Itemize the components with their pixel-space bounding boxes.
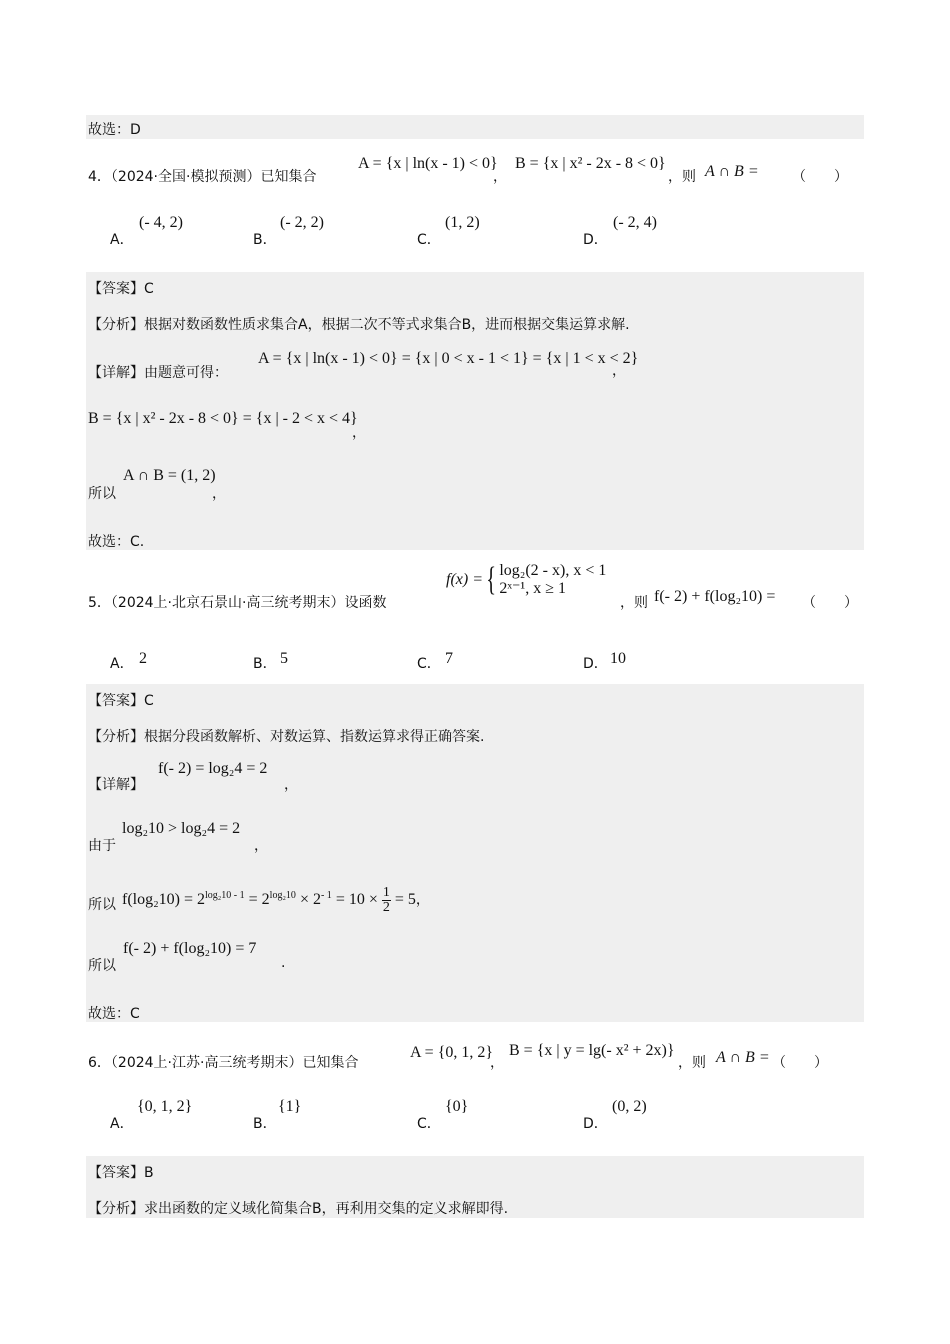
q6-target: A ∩ B =	[716, 1049, 770, 1066]
q5-answer: 【答案】C	[88, 693, 154, 709]
q5-option-d-value: 10	[610, 650, 626, 667]
q6-option-b-value: {1}	[278, 1098, 302, 1115]
q5-detail-2: log₂10 > log₂4 = 2	[122, 820, 241, 837]
q4-analysis: 【分析】根据对数函数性质求集合A，根据二次不等式求集合B，进而根据交集运算求解.	[88, 317, 630, 333]
q4-option-a-value: (- 4, 2)	[139, 214, 183, 231]
q5-detail-4: f(- 2) + f(log₂10) = 7	[123, 940, 257, 957]
q6-option-a[interactable]: A．	[110, 1116, 134, 1132]
q6-analysis: 【分析】求出函数的定义域化简集合B，再利用交集的定义求解即得.	[88, 1201, 509, 1217]
q6-option-a-value: {0, 1, 2}	[137, 1098, 193, 1115]
q5-detail-1: f(- 2) = log₂4 = 2	[158, 760, 268, 777]
q5-option-a[interactable]: A．	[110, 656, 134, 672]
q4-detail-3: A ∩ B = (1, 2)	[123, 467, 216, 484]
q4-detail-1: A = {x | ln(x - 1) < 0} = {x | 0 < x - 1 < 1} = {x | 1 < x < 2}	[258, 350, 639, 367]
q6-then: ，则	[678, 1055, 706, 1071]
q4-detail-2-comma: ，	[352, 425, 366, 441]
q4-comma-1: ，	[493, 169, 507, 185]
q5-detail-2-comma: ，	[254, 838, 268, 854]
q6-stem: 6．（2024上·江苏·高三统考期末）已知集合	[88, 1055, 359, 1071]
q4-conclusion: 故选：C.	[88, 534, 145, 550]
q6-option-c-value: {0}	[445, 1098, 469, 1115]
q6-set-b: B = {x | y = lg(- x² + 2x)}	[509, 1042, 675, 1059]
q6-comma-1: ，	[490, 1055, 504, 1071]
q4-option-a[interactable]: A．	[110, 232, 134, 248]
q4-target: A ∩ B =	[705, 163, 759, 180]
q4-answer: 【答案】C	[88, 281, 154, 297]
q4-set-a: A = {x | ln(x - 1) < 0}	[358, 155, 498, 172]
q5-paren: （ ）	[802, 595, 858, 611]
q4-option-b-value: (- 2, 2)	[280, 214, 324, 231]
q6-answer: 【答案】B	[88, 1165, 154, 1181]
q5-because: 由于	[88, 838, 116, 854]
q5-detail-label: 【详解】	[88, 777, 144, 793]
q5-option-b[interactable]: B．	[253, 656, 277, 672]
q5-detail-1-comma: ，	[284, 777, 298, 793]
q5-then: ，则	[620, 595, 648, 611]
q4-detail-label: 【详解】由题意可得：	[88, 365, 228, 381]
q6-option-c[interactable]: C．	[417, 1116, 441, 1132]
q4-paren: （ ）	[792, 169, 848, 185]
q5-piece-1: log₂(2 - x), x < 1	[499, 562, 607, 579]
q5-so-1: 所以	[88, 897, 116, 913]
q4-so: 所以	[88, 486, 116, 502]
q6-option-b[interactable]: B．	[253, 1116, 277, 1132]
q5-stem: 5．（2024上·北京石景山·高三统考期末）设函数	[88, 595, 387, 611]
q4-option-b[interactable]: B．	[253, 232, 277, 248]
q4-option-c-value: (1, 2)	[445, 214, 480, 231]
q5-analysis: 【分析】根据分段函数解析、对数运算、指数运算求得正确答案.	[88, 729, 485, 745]
q5-piece-2: 2ˣ⁻¹, x ≥ 1	[499, 580, 566, 597]
q6-paren: （ ）	[772, 1055, 828, 1071]
q4-option-d-value: (- 2, 4)	[613, 214, 657, 231]
q4-detail-3-comma: ，	[212, 486, 226, 502]
q6-option-d[interactable]: D．	[583, 1116, 608, 1132]
q5-detail-3: $f(\log_210) = 2^{log_210 - 1} = 2^{log_210} \times 2^{- 1} = 10$ × $\frac{1}{2}$ = 5，	[122, 885, 430, 915]
q5-function-def: f(x) ={ log₂(2 - x), x < 1 2ˣ⁻¹, x ≥ 1	[446, 561, 607, 598]
q3-conclusion: 故选：D	[88, 122, 141, 138]
q5-option-a-value: 2	[139, 650, 147, 667]
q5-option-d[interactable]: D．	[583, 656, 608, 672]
q4-detail-2: B = {x | x² - 2x - 8 < 0} = {x | - 2 < x < 4}	[88, 410, 358, 427]
q5-option-c[interactable]: C．	[417, 656, 441, 672]
q4-stem: 4．（2024·全国·模拟预测）已知集合	[88, 169, 317, 185]
q5-conclusion: 故选：C	[88, 1006, 140, 1022]
q6-set-a: A = {0, 1, 2}	[410, 1044, 494, 1061]
q5-detail-4-dot: .	[281, 955, 286, 971]
q6-option-d-value: (0, 2)	[612, 1098, 647, 1115]
q4-then: ，则	[668, 169, 696, 185]
q5-target: f(- 2) + f(log₂10) =	[654, 588, 776, 605]
q4-option-d[interactable]: D．	[583, 232, 608, 248]
q5-option-b-value: 5	[280, 650, 288, 667]
q4-option-c[interactable]: C．	[417, 232, 441, 248]
piecewise-brace: {	[486, 561, 497, 598]
q4-set-b: B = {x | x² - 2x - 8 < 0}	[515, 155, 666, 172]
q4-detail-1-comma: ，	[612, 363, 626, 379]
q5-option-c-value: 7	[445, 650, 453, 667]
q5-so-2: 所以	[88, 958, 116, 974]
fraction-one-half: $\frac{1}{2}$	[382, 885, 390, 915]
q3-end-block	[86, 115, 864, 139]
